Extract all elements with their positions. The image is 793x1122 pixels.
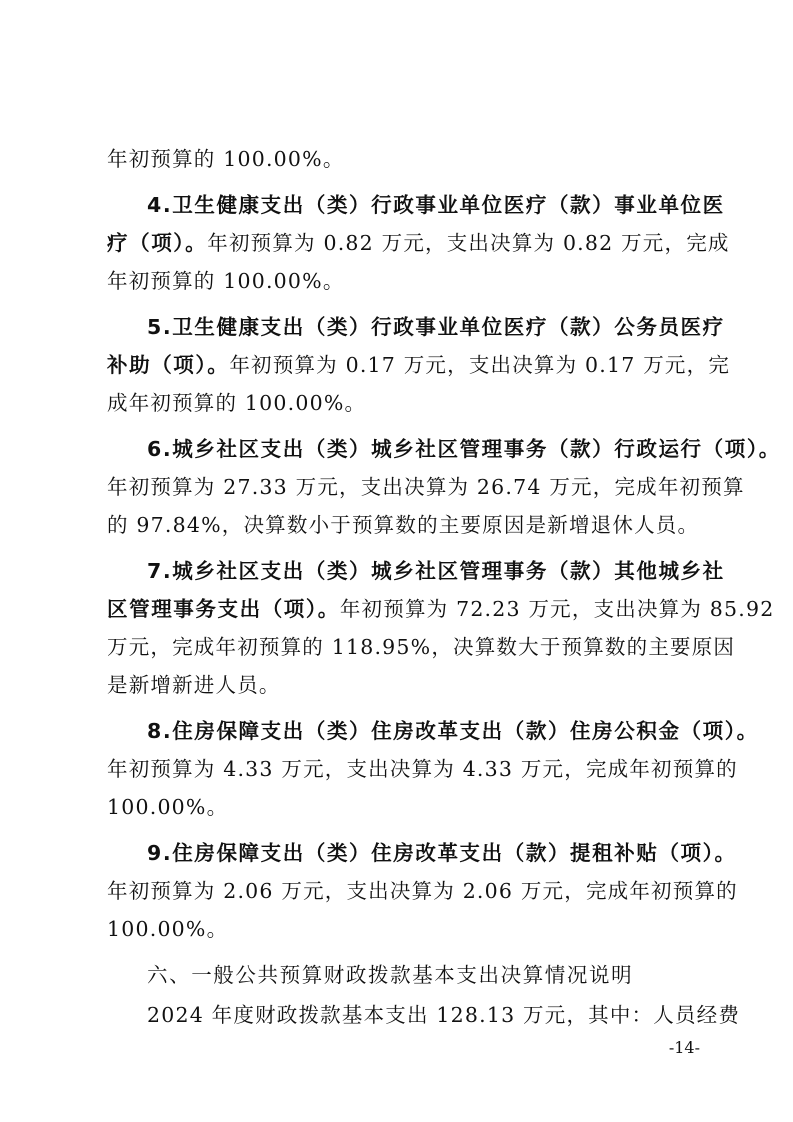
item-5-text: 年初预算为 0.17 万元，支出决算为 0.17 万元，完 (229, 353, 731, 377)
paragraph-line: 年初预算为 2.06 万元，支出决算为 2.06 万元，完成年初预算的 (107, 879, 738, 903)
item-9-heading: 9.住房保障支出（类）住房改革支出（款）提租补贴（项）。 (147, 841, 737, 865)
item-7-heading-end: 区管理事务支出（项）。 (107, 597, 340, 621)
paragraph-line: 万元，完成年初预算的 118.95%，决算数大于预算数的主要原因 (107, 635, 736, 659)
item-5-heading-end: 补助（项）。 (107, 353, 230, 377)
item-4-text: 年初预算为 0.82 万元，支出决算为 0.82 万元，完成 (207, 231, 730, 255)
item-4-heading: 4.卫生健康支出（类）行政事业单位医疗（款）事业单位医 (147, 193, 725, 217)
section-6-heading: 六、一般公共预算财政拨款基本支出决算情况说明 (147, 963, 634, 987)
paragraph-line: 100.00%。 (107, 795, 229, 819)
paragraph-line: 2024 年度财政拨款基本支出 128.13 万元，其中：人员经费 (147, 1003, 741, 1027)
paragraph-line: 是新增新进人员。 (107, 673, 281, 697)
paragraph-line (107, 224, 730, 262)
item-4-heading-end: 疗（项）。 (107, 231, 208, 255)
paragraph-line: 年初预算为 4.33 万元，支出决算为 4.33 万元，完成年初预算的 (107, 757, 738, 781)
paragraph-line: 年初预算的 100.00%。 (107, 269, 345, 293)
item-7-heading: 7.城乡社区支出（类）城乡社区管理事务（款）其他城乡社 (147, 559, 725, 583)
paragraph-line: 成年初预算的 100.00%。 (107, 391, 367, 415)
page-number: -14- (668, 1038, 700, 1057)
paragraph-line: 100.00%。 (107, 917, 229, 941)
item-7-text: 年初预算为 72.23 万元，支出决算为 85.92 (339, 597, 775, 621)
paragraph-line: 的 97.84%，决算数小于预算数的主要原因是新增退休人员。 (107, 513, 700, 537)
paragraph-line (107, 590, 775, 628)
paragraph-line: 年初预算的 100.00%。 (107, 147, 345, 171)
item-6-heading: 6.城乡社区支出（类）城乡社区管理事务（款）行政运行（项）。 (147, 437, 781, 461)
paragraph-line (107, 346, 731, 384)
paragraph-line: 年初预算为 27.33 万元，支出决算为 26.74 万元，完成年初预算 (107, 475, 745, 499)
item-5-heading: 5.卫生健康支出（类）行政事业单位医疗（款）公务员医疗 (147, 315, 725, 339)
item-8-heading: 8.住房保障支出（类）住房改革支出（款）住房公积金（项）。 (147, 719, 759, 743)
